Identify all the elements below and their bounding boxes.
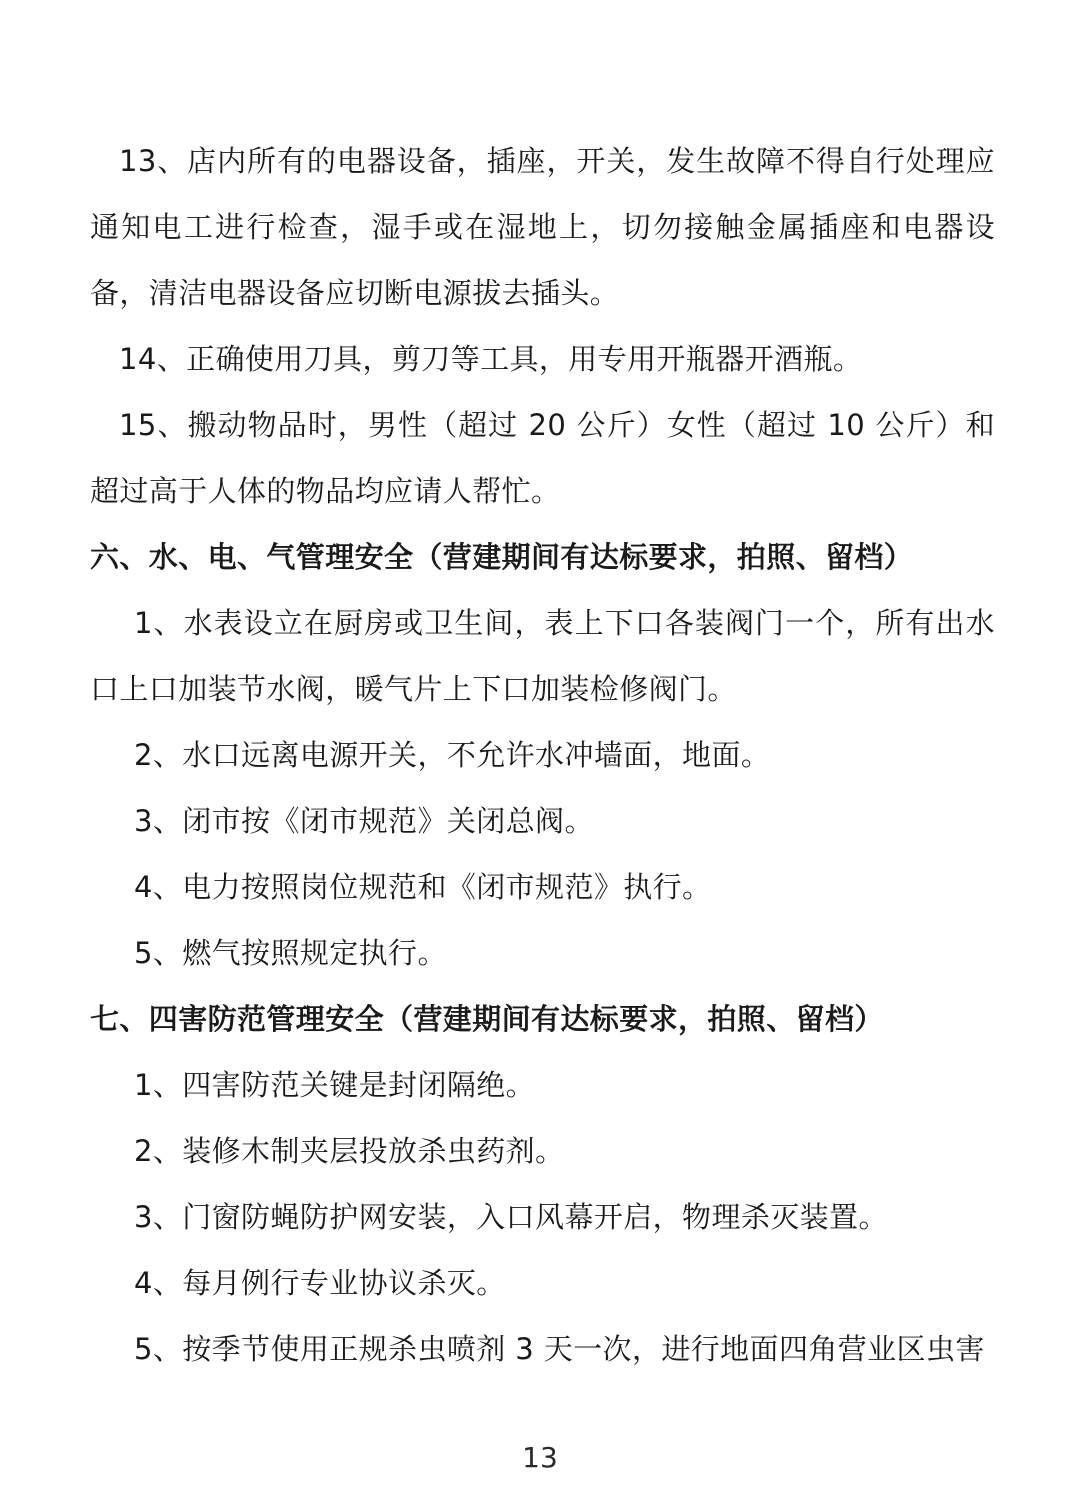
section7-item-5: 5、按季节使用正规杀虫喷剂 3 天一次，进行地面四角营业区虫害 bbox=[134, 1332, 985, 1366]
section6-item-1: 1、水表设立在厨房或卫生间，表上下口各装阀门一个，所有出水口上口加装节水阀，暖气片上下口加装检修阀门。 bbox=[90, 606, 995, 706]
section-heading-7: 七、四害防范管理安全（营建期间有达标要求，拍照、留档） bbox=[90, 1002, 884, 1036]
section6-item-5: 5、燃气按照规定执行。 bbox=[134, 936, 447, 970]
page-number: 13 bbox=[522, 1441, 558, 1474]
section-heading-6: 六、水、电、气管理安全（营建期间有达标要求，拍照、留档） bbox=[90, 540, 914, 574]
section6-item-4: 4、电力按照岗位规范和《闭市规范》执行。 bbox=[134, 870, 712, 904]
section7-item-4: 4、每月例行专业协议杀灭。 bbox=[134, 1266, 506, 1300]
section7-item-3: 3、门窗防蝇防护网安装，入口风幕开启，物理杀灭装置。 bbox=[134, 1200, 888, 1234]
paragraph-item-15: 15、搬动物品时，男性（超过 20 公斤）女性（超过 10 公斤）和超过高于人体的物品均应请人帮忙。 bbox=[90, 408, 995, 508]
section7-item-2: 2、装修木制夹层投放杀虫药剂。 bbox=[134, 1134, 565, 1168]
section7-item-1: 1、四害防范关键是封闭隔绝。 bbox=[134, 1068, 536, 1102]
document-body bbox=[90, 128, 995, 1382]
section6-item-2: 2、水口远离电源开关，不允许水冲墙面，地面。 bbox=[134, 738, 771, 772]
section6-item-3: 3、闭市按《闭市规范》关闭总阀。 bbox=[134, 804, 594, 838]
paragraph-item-14: 14、正确使用刀具，剪刀等工具，用专用开瓶器开酒瓶。 bbox=[119, 342, 863, 376]
paragraph-item-13: 13、店内所有的电器设备，插座，开关，发生故障不得自行处理应通知电工进行检查，湿手或在湿地上，切勿接触金属插座和电器设备，清洁电器设备应切断电源拔去插头。 bbox=[90, 144, 995, 310]
